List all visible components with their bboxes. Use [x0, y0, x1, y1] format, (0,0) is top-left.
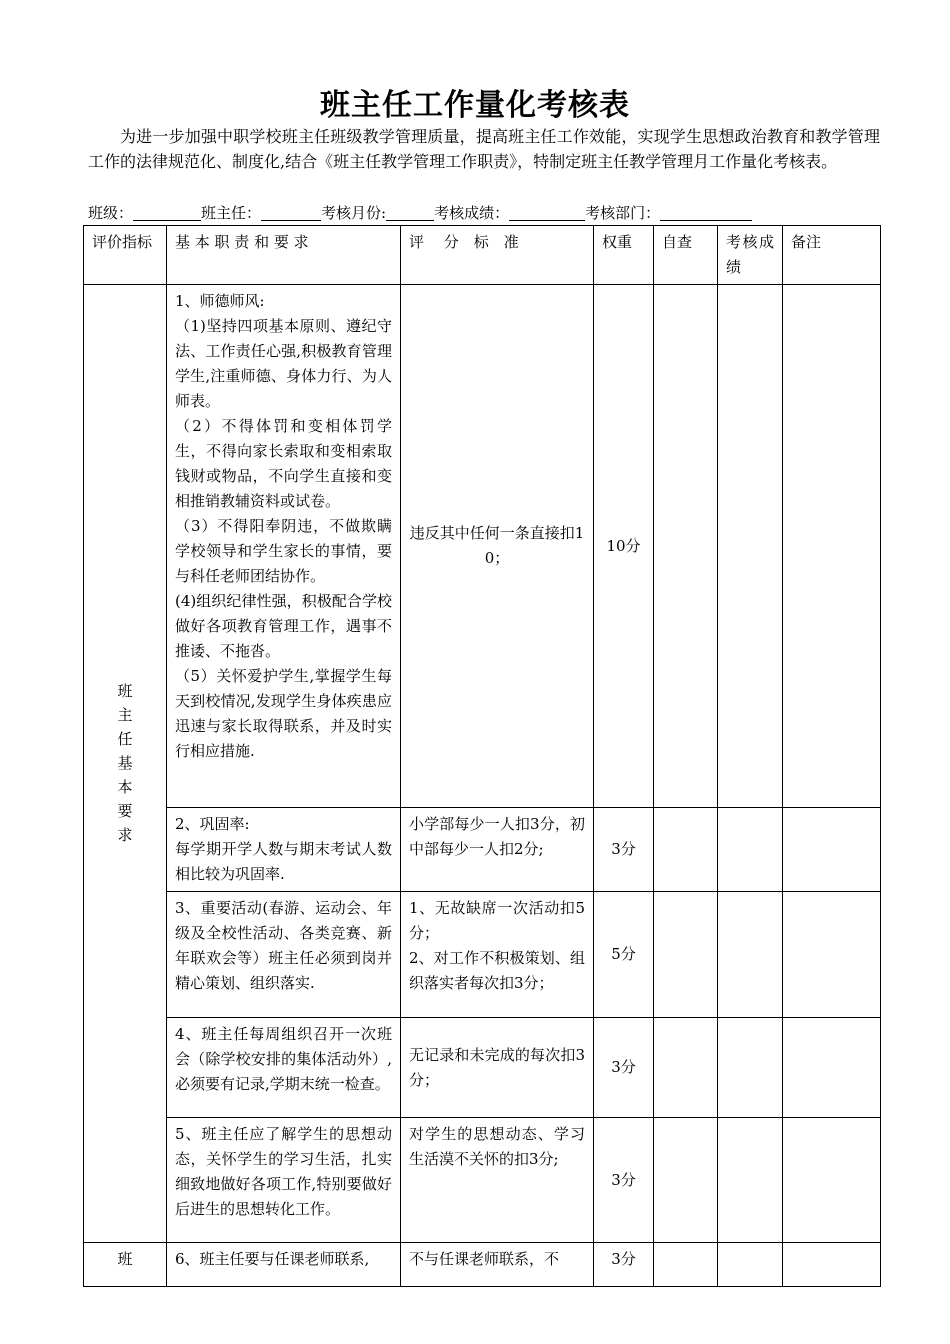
criteria-cell [401, 892, 594, 1018]
duties-cell: 5、班主任应了解学生的思想动态，关怀学生的学习生活，扎实细致地做好各项工作,特别要做好后进生的思想转化工作。 [167, 1118, 401, 1243]
weight-cell: 3分 [594, 1018, 654, 1118]
duty-line: （2）不得体罚和变相体罚学生，不得向家长索取和变相索取钱财或物品，不向学生直接和变相推销教辅资料或试卷。 [175, 417, 392, 510]
weight-cell: 3分 [594, 1118, 654, 1243]
table-row [84, 892, 881, 1018]
self-check-cell[interactable] [654, 1118, 718, 1243]
result-cell[interactable] [718, 285, 783, 808]
criteria-line: 2、对工作不积极策划、组织落实者每次扣3分； [409, 949, 585, 992]
duties-cell: 3、重要活动(春游、运动会、年级及全校性活动、各类竞赛、新年联欢会等）班主任必须到岗并精心策划、组织落实. [167, 892, 401, 1018]
remark-cell[interactable] [783, 808, 881, 892]
month-blank [386, 204, 434, 221]
remark-cell[interactable] [783, 1018, 881, 1118]
weight-cell: 3分 [594, 1243, 654, 1287]
teacher-blank [261, 204, 321, 221]
self-check-cell[interactable] [654, 892, 718, 1018]
self-check-cell[interactable] [654, 808, 718, 892]
duty-line: （5）关怀爱护学生,掌握学生每天到校情况,发现学生身体疾患应迅速与家长取得联系，并及时实行相应措施. [175, 667, 392, 760]
weight-cell: 3分 [594, 808, 654, 892]
duty-line: (4)组织纪律性强，积极配合学校做好各项教育管理工作，遇事不推诿、不拖沓。 [175, 592, 392, 660]
criteria-cell: 小学部每少一人扣3分，初中部每少一人扣2分; [401, 808, 594, 892]
header-weight: 权重 [594, 226, 654, 285]
header-indicator: 评价指标 [84, 226, 167, 285]
meta-line [88, 202, 880, 224]
self-check-cell[interactable] [654, 1243, 718, 1287]
duty-line: 2、巩固率: [175, 815, 250, 833]
page-title: 班主任工作量化考核表 [320, 88, 630, 123]
remark-cell[interactable] [783, 1118, 881, 1243]
duty-line: （3）不得阳奉阴违，不做欺瞒学校领导和学生家长的事情，要与科任老师团结协作。 [175, 517, 392, 585]
result-cell[interactable] [718, 892, 783, 1018]
table-row [84, 808, 881, 892]
criteria-cell: 对学生的思想动态、学习生活漠不关怀的扣3分; [401, 1118, 594, 1243]
self-check-cell[interactable] [654, 285, 718, 808]
duty-line: （1)坚持四项基本原则、遵纪守法、工作责任心强,积极教育管理学生,注重师德、身体力行、为人师表。 [175, 317, 392, 410]
duties-cell: 4、班主任每周组织召开一次班会（除学校安排的集体活动外）,必须要有记录,学期末统一检查。 [167, 1018, 401, 1118]
month-label: 考核月份: [321, 204, 387, 222]
duties-cell [167, 808, 401, 892]
criteria-cell: 无记录和未完成的每次扣3分； [401, 1018, 594, 1118]
criteria-cell: 不与任课老师联系，不 [401, 1243, 594, 1287]
class-label: 班级： [88, 204, 134, 222]
remark-cell[interactable] [783, 285, 881, 808]
remark-cell[interactable] [783, 892, 881, 1018]
header-remark: 备注 [783, 226, 881, 285]
weight-cell: 5分 [594, 892, 654, 1018]
duty-line: 1、师德师风: [175, 292, 265, 310]
criteria-line: 1、无故缺席一次活动扣5分； [409, 899, 585, 942]
criteria-cell: 违反其中任何一条直接扣10； [401, 285, 594, 808]
intro-paragraph: 为进一步加强中职学校班主任班级教学管理质量，提高班主任工作效能，实现学生思想政治教育和教学管理工作的法律规范化、制度化,结合《班主任教学管理工作职责》，特制定班主任教学管理月工作量化考核表。 [88, 127, 880, 171]
result-cell[interactable] [718, 1118, 783, 1243]
weight-cell: 10分 [594, 285, 654, 808]
header-self: 自查 [654, 226, 718, 285]
table-row [84, 285, 881, 808]
score-label: 考核成绩： [434, 204, 510, 222]
category-label: 班主任基本要求 [117, 682, 133, 844]
score-blank [509, 204, 585, 221]
table-row [84, 1018, 881, 1118]
remark-cell[interactable] [783, 1243, 881, 1287]
result-cell[interactable] [718, 808, 783, 892]
duties-cell [167, 285, 401, 808]
duty-line: 每学期开学人数与期末考试人数相比较为巩固率. [175, 840, 392, 883]
header-duties: 基 本 职 责 和 要 求 [167, 226, 401, 285]
header-result: 考核成绩 [718, 226, 783, 285]
header-row [84, 226, 881, 285]
duties-cell: 6、班主任要与任课老师联系, [167, 1243, 401, 1287]
self-check-cell[interactable] [654, 1018, 718, 1118]
header-criteria: 评 分 标 准 [401, 226, 594, 285]
dept-blank [660, 204, 752, 221]
class-blank [133, 204, 201, 221]
table-row [84, 1118, 881, 1243]
category-cell: 班 [84, 1243, 167, 1287]
result-cell[interactable] [718, 1018, 783, 1118]
table-row [84, 1243, 881, 1287]
category-cell [84, 285, 167, 1243]
dept-label: 考核部门： [585, 204, 661, 222]
teacher-label: 班主任： [201, 204, 262, 222]
result-cell[interactable] [718, 1243, 783, 1287]
assessment-table [83, 225, 881, 1287]
